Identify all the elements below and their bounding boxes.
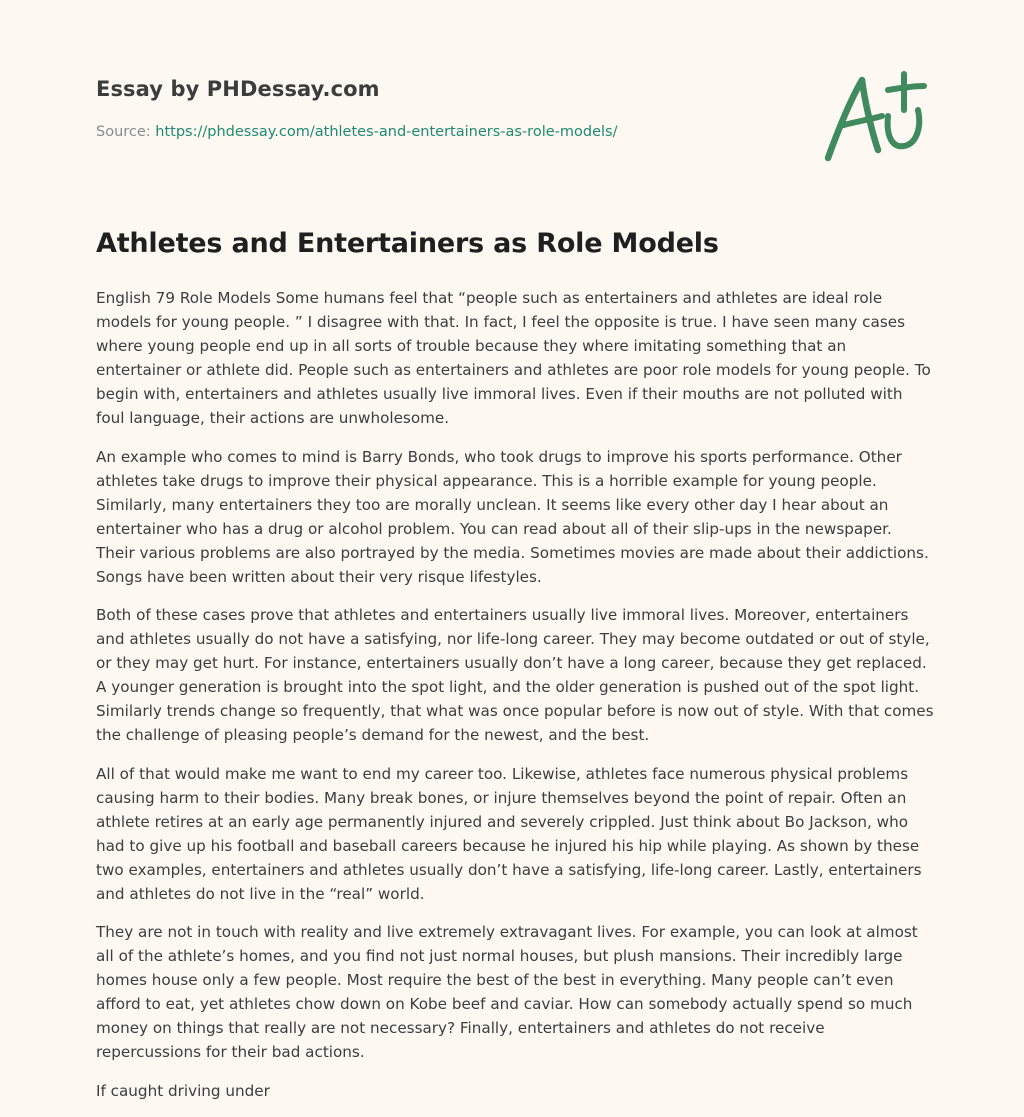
essay-paragraph: If caught driving under [96,1081,270,1100]
essay-paragraph: English 79 Role Models Some humans feel that “people such as entertainers and athletes are ideal role models for young people. ” I disagree with that. In fact, I feel the opposite is true. I have seen many cases where young people end up in all sorts of trouble because they where imitating something that an entertainer or athlete did. People such as entertainers and athletes are poor role models for young people. To begin with, entertainers and athletes usually live immoral lives. Even if their mouths are not polluted with foul language, their actions are unwholesome. [96,289,931,427]
site-title: Essay by PHDessay.com [96,77,380,101]
essay-paragraph: Both of these cases prove that athletes and entertainers usually live immoral lives. Moreover, entertainers and athletes usually do not have a satisfying, nor life-long career. They may become outdated or out of style, or they may get hurt. For instance, entertainers usually don’t have a long career, because they get replaced. A younger generation is brought into the spot light, and the older generation is pushed out of the spot light. Similarly trends change so frequently, that what was once popular before is now out of style. With that comes the challenge of pleasing people’s demand for the newest, and the best. [96,606,934,744]
a-plus-grade-icon [818,66,930,166]
essay-paragraph: They are not in touch with reality and live extremely extravagant lives. For example, you can look at almost all of the athlete’s homes, and you find not just normal houses, but plush mansions. Their incredibly large homes house only a few people. Most require the best of the best in everything. Many people can’t even afford to eat, yet athletes chow down on Kobe beef and caviar. How can somebody actually spend so much money on things that really are not necessary? Finally, entertainers and athletes do not receive repercussions for their bad actions. [96,923,918,1061]
source-label: Source: [96,124,151,140]
source-line [96,124,617,140]
essay-paragraph: An example who comes to mind is Barry Bonds, who took drugs to improve his sports performance. Other athletes take drugs to improve their physical appearance. This is a horrible example for young people. Similarly, many entertainers they too are morally unclean. It seems like every other day I hear about an entertainer who has a drug or alcohol problem. You can read about all of their slip-ups in the newspaper. Their various problems are also portrayed by the media. Sometimes movies are made about their addictions. Songs have been written about their very risque lifestyles. [96,447,929,586]
essay-paragraph: All of that would make me want to end my career too. Likewise, athletes face numerous physical problems causing harm to their bodies. Many break bones, or injure themselves beyond the point of repair. Often an athlete retires at an early age permanently injured and severely crippled. Just think about Bo Jackson, who had to give up his football and baseball careers because he injured his hip while playing. As shown by these two examples, entertainers and athletes usually don’t have a satisfying, life-long career. Lastly, entertainers and athletes do not live in the “real” world. [96,764,922,903]
essay-body [96,286,934,1117]
essay-title: Athletes and Entertainers as Role Models [96,228,719,259]
source-link[interactable]: https://phdessay.com/athletes-and-entertainers-as-role-models/ [155,124,618,140]
